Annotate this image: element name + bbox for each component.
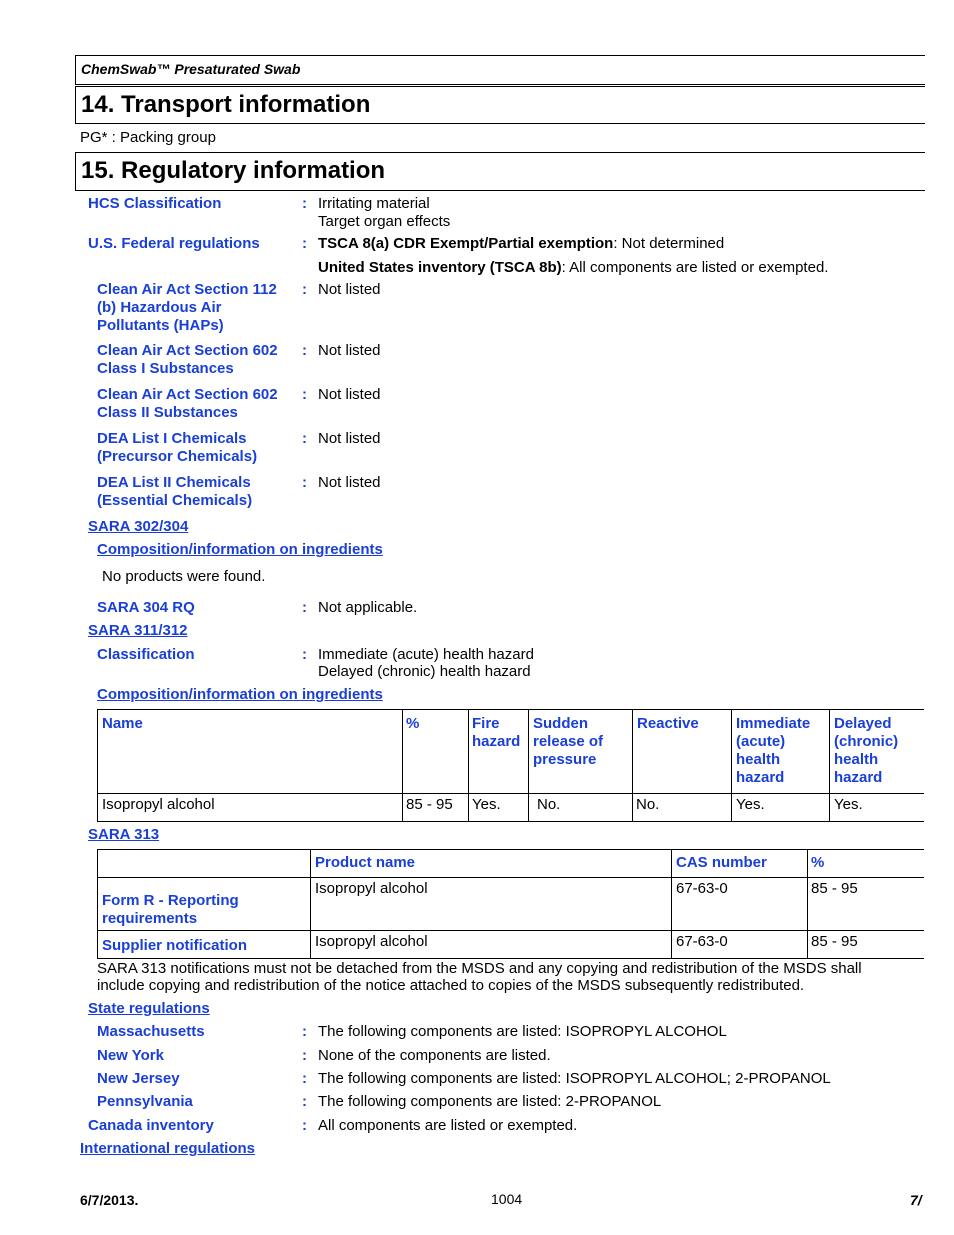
sara-313-table [97,849,924,959]
footer-date: 6/7/2013. [80,1192,139,1208]
caa-112-label: Clean Air Act Section 112 (b) Hazardous Air Pollutants (HAPs) [97,281,277,334]
colon: : [302,281,307,298]
hcs-line-2: Target organ effects [318,213,451,230]
international-regulations-heading[interactable]: International regulations [80,1140,256,1157]
new-jersey-label: New Jersey [97,1070,180,1087]
col-immediate-header: Immediate (acute) health hazard [732,710,830,794]
section-15-header [75,152,925,191]
colon: : [302,474,307,491]
colon: : [302,646,307,663]
footer-code: 1004 [491,1191,523,1207]
colon: : [302,1070,307,1087]
col-sudden-header: Sudden release of pressure [529,710,633,794]
dea-list1-label: DEA List I Chemicals (Precursor Chemicals) [97,430,258,465]
colon: : [302,235,307,252]
state-regulations-heading[interactable]: State regulations [88,1000,210,1017]
pennsylvania-value: The following components are listed: 2-PROPANOL [318,1093,662,1110]
caa-602-class2-value: Not listed [318,386,381,403]
dea-list2-label: DEA List II Chemicals (Essential Chemicals) [97,474,253,509]
col-delayed-header: Delayed (chronic) health hazard [830,710,925,794]
massachusetts-value: The following components are listed: ISOPROPYL ALCOHOL [318,1023,727,1040]
sara-311-comp-heading[interactable]: Composition/information on ingredients [97,686,383,703]
packing-group-note: PG* : Packing group [80,129,216,146]
sara-313-notice: SARA 313 notifications must not be detached from the MSDS and any copying and redistribution of the MSDS shall include copying and redistribution of the notice attached to copies of the MSDS subsequently redistributed. [97,960,862,994]
table-row [98,931,925,959]
col-name-header: Name [98,710,403,794]
product-header-box [75,55,925,85]
colon: : [302,1117,307,1134]
colon: : [302,1023,307,1040]
cell-immediate: Yes. [732,794,830,822]
cell-cas: 67-63-0 [672,931,808,959]
col-cas-header: CAS number [672,850,808,878]
footer-page: 7/ [910,1192,922,1208]
dea-list2-value: Not listed [318,474,381,491]
table-header-row [98,710,925,794]
colon: : [302,1047,307,1064]
canada-inventory-label: Canada inventory [88,1117,214,1134]
tsca-8b-line [318,259,828,277]
classification-line-1: Immediate (acute) health hazard [318,646,534,663]
caa-602-class2-label: Clean Air Act Section 602 Class II Substances [97,386,278,421]
form-r-label: Form R - Reporting requirements [98,878,311,931]
cell-cas: 67-63-0 [672,878,808,931]
col-reactive-header: Reactive [633,710,732,794]
caa-602-class1-label: Clean Air Act Section 602 Class I Substances [97,342,278,377]
table-header-row [98,850,925,878]
colon: : [302,195,307,212]
colon: : [302,430,307,447]
sara-304-rq-value: Not applicable. [318,599,418,616]
col-percent-header: % [403,710,469,794]
massachusetts-label: Massachusetts [97,1023,205,1040]
caa-602-class1-value: Not listed [318,342,381,359]
section-14-header [75,86,925,124]
cell-sudden: No. [529,794,633,822]
colon: : [302,342,307,359]
section-15-title: 15. Regulatory information [81,157,386,184]
table-row [98,794,925,822]
sara-302-heading[interactable]: SARA 302/304 [88,518,189,535]
col-fire-header: Fire hazard [469,710,529,794]
tsca-8b-label: United States inventory (TSCA 8b) [318,259,562,276]
table-row [98,878,925,931]
product-name: ChemSwab™ Presaturated Swab [81,61,301,77]
tsca-8a-line [318,235,724,253]
classification-label: Classification [97,646,195,663]
cell-name: Isopropyl alcohol [98,794,403,822]
new-york-value: None of the components are listed. [318,1047,551,1064]
cell-percent: 85 - 95 [403,794,469,822]
cell-product: Isopropyl alcohol [311,878,672,931]
caa-112-value: Not listed [318,281,381,298]
sara-313-heading[interactable]: SARA 313 [88,826,160,843]
colon: : [302,386,307,403]
classification-line-2: Delayed (chronic) health hazard [318,663,531,680]
no-products-text: No products were found. [102,568,266,585]
federal-label: U.S. Federal regulations [88,235,260,252]
col-pct-header: % [808,850,925,878]
new-york-label: New York [97,1047,164,1064]
cell-delayed: Yes. [830,794,925,822]
cell-pct: 85 - 95 [808,878,925,931]
dea-list1-value: Not listed [318,430,381,447]
pennsylvania-label: Pennsylvania [97,1093,193,1110]
cell-product: Isopropyl alcohol [311,931,672,959]
cell-pct: 85 - 95 [808,931,925,959]
sara-302-comp-heading[interactable]: Composition/information on ingredients [97,541,383,558]
canada-inventory-value: All components are listed or exempted. [318,1117,578,1134]
section-14-title: 14. Transport information [81,91,371,118]
colon: : [302,599,307,616]
sara-304-rq-label: SARA 304 RQ [97,599,195,616]
cell-reactive: No. [633,794,732,822]
supplier-notification-label: Supplier notification [98,931,311,959]
tsca-8a-label: TSCA 8(a) CDR Exempt/Partial exemption [318,235,614,252]
tsca-8b-value: : All components are listed or exempted. [561,259,829,276]
hcs-line-1: Irritating material [318,195,430,212]
hcs-label: HCS Classification [88,195,222,212]
sara-311-heading[interactable]: SARA 311/312 [88,622,188,639]
tsca-8a-value: : Not determined [613,235,725,252]
new-jersey-value: The following components are listed: ISOPROPYL ALCOHOL; 2-PROPANOL [318,1070,831,1087]
sara-311-table [97,709,924,822]
cell-fire: Yes. [469,794,529,822]
col-product-header: Product name [311,850,672,878]
colon: : [302,1093,307,1110]
